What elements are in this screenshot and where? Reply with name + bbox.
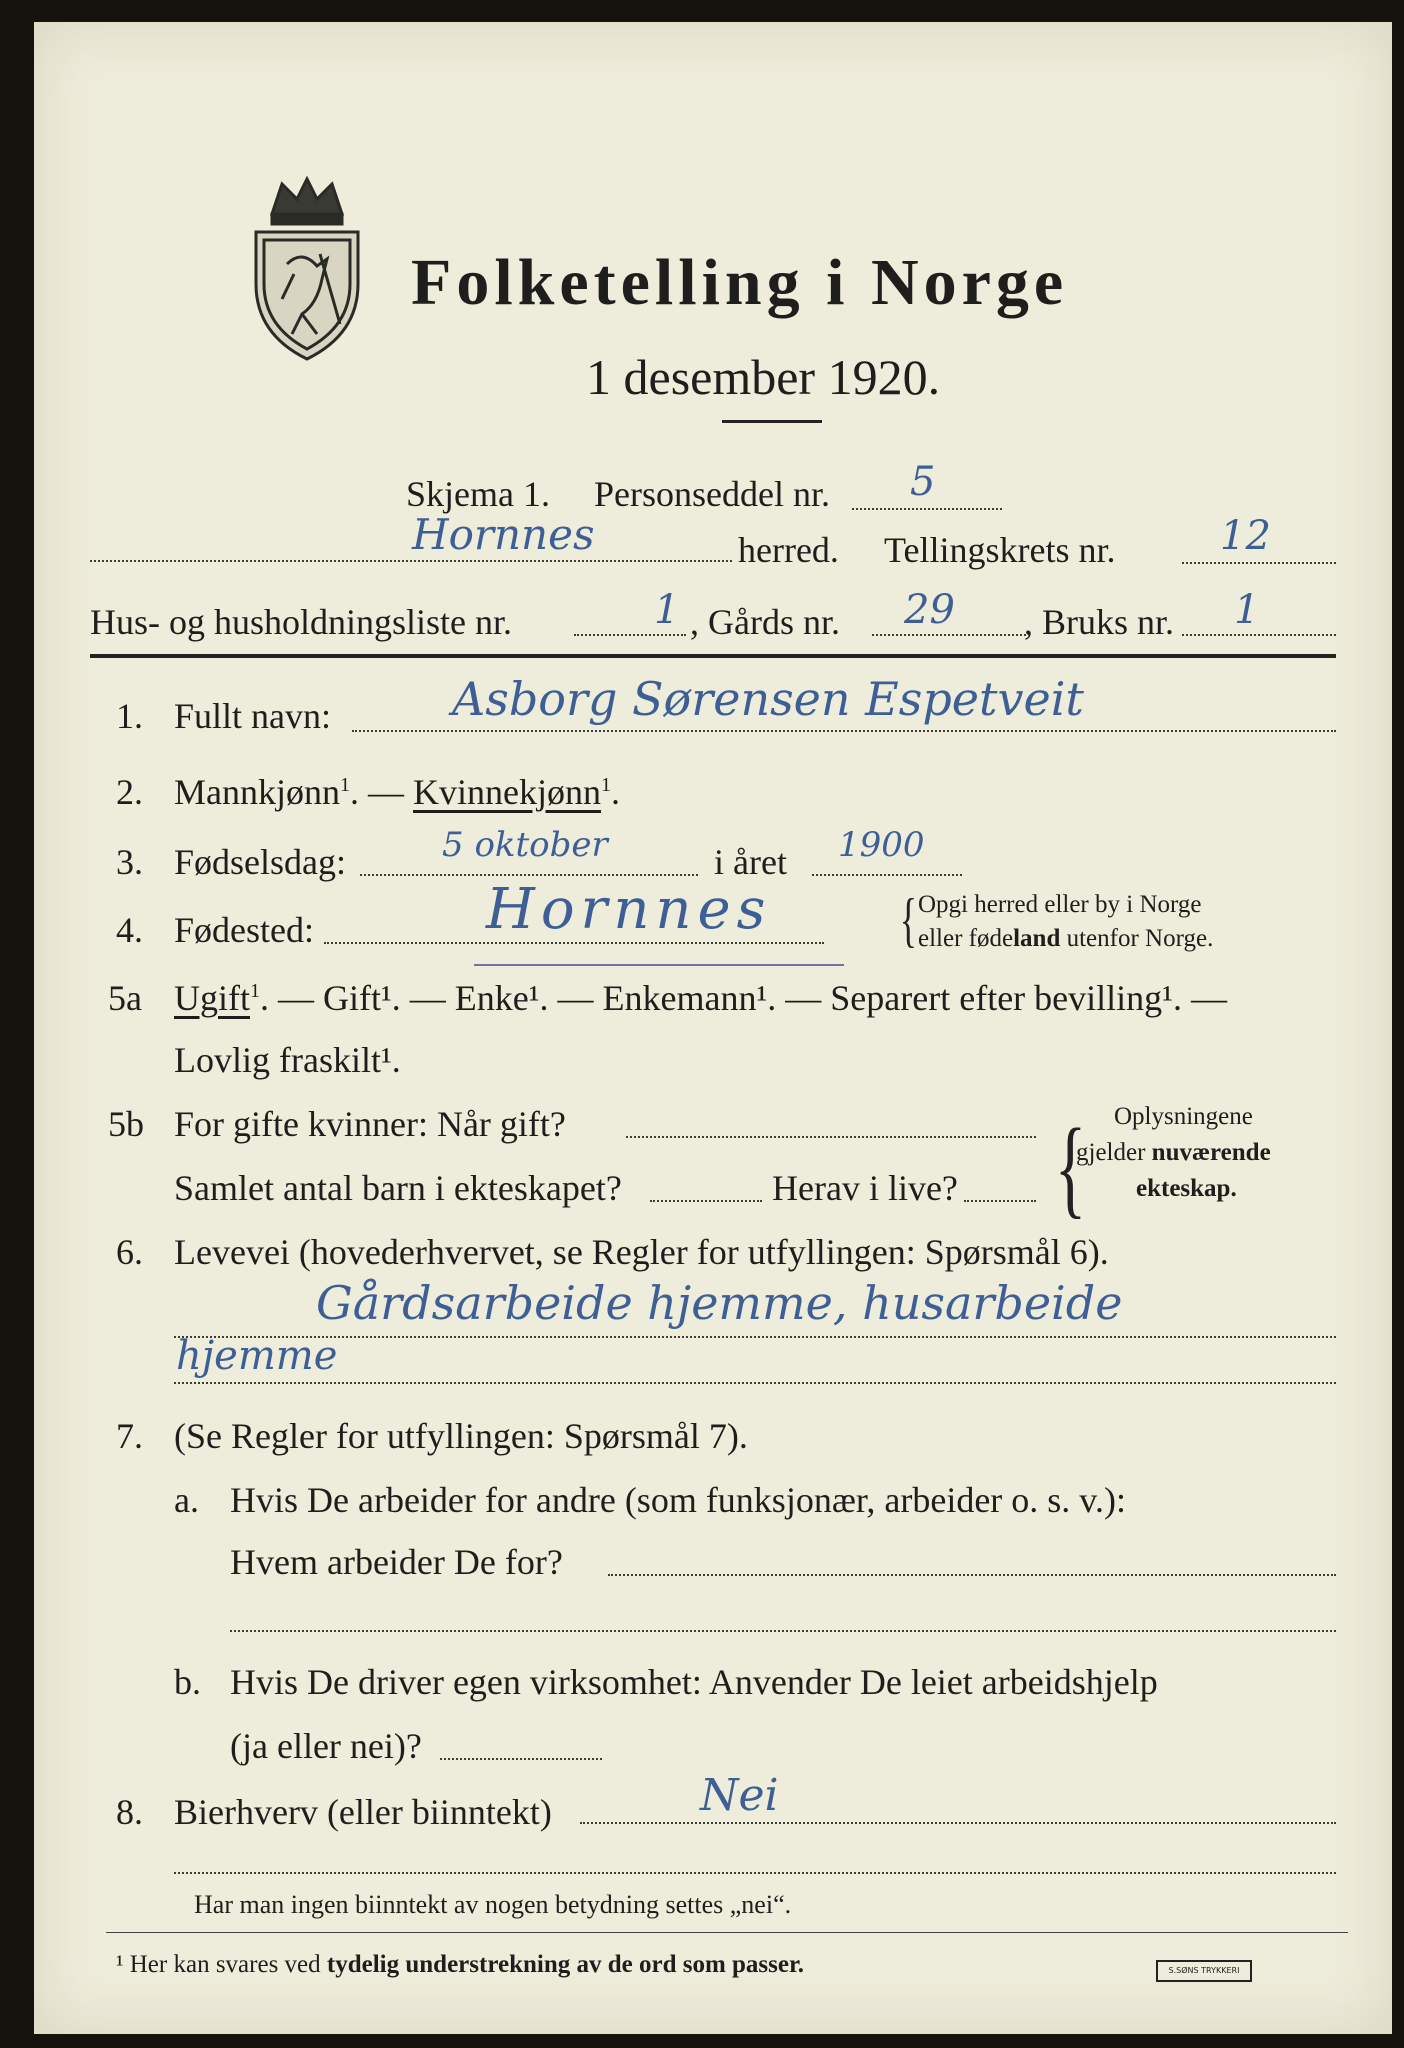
q3-number: 3.: [116, 842, 143, 882]
q4-value: Hornnes: [486, 877, 772, 942]
q8-label: Bierhverv (eller biinntekt): [174, 1792, 552, 1832]
q5a-options: [174, 980, 1227, 1016]
q7a-number: a.: [174, 1480, 199, 1520]
q7b-label: Hvis De driver egen virksomhet: Anvender De leiet arbeidshjelp: [230, 1662, 1158, 1702]
q4-note-1: Opgi herred eller by i Norge: [918, 891, 1202, 918]
q6-line-2: [174, 1382, 1336, 1384]
q5b-line2-b: Herav i live?: [772, 1168, 958, 1208]
herred-label: herred.: [738, 530, 839, 570]
q3-value: 5 oktober: [442, 825, 608, 865]
q4-note-2b: land: [1013, 925, 1061, 952]
q2-number: 2.: [116, 772, 143, 812]
herred-value: Hornnes: [412, 510, 595, 559]
q8-value: Nei: [700, 1770, 779, 1821]
q5b-line: [626, 1136, 1036, 1138]
q2-male[interactable]: Mannkjønn: [174, 772, 340, 812]
q7b-number: b.: [174, 1662, 201, 1702]
q6-value-2: hjemme: [176, 1333, 338, 1379]
tellingskrets-line: [1182, 562, 1336, 564]
q3-label: Fødselsdag:: [174, 842, 347, 882]
q8-note: Har man ingen biinntekt av nogen betydning settes „nei“.: [194, 1890, 792, 1919]
q8-number: 8.: [116, 1792, 143, 1832]
q5b-brace: {: [1054, 1106, 1087, 1228]
q5b-children-line: [650, 1200, 762, 1202]
q7a-line2: Hvem arbeider De for?: [230, 1542, 563, 1582]
gards-label: , Gårds nr.: [690, 602, 840, 642]
q6-number: 6.: [116, 1232, 143, 1272]
q3-year-label: i året: [714, 842, 787, 882]
q4-line: [324, 942, 824, 944]
title-divider: [722, 420, 822, 423]
q7a-label: Hvis De arbeider for andre (som funksjonær, arbeider o. s. v.):: [230, 1480, 1126, 1520]
q3-year-value: 1900: [838, 825, 925, 865]
q4-label: Fødested:: [174, 910, 314, 950]
gards-value: 29: [904, 587, 955, 633]
q5b-note-3-text: ekteskap.: [1136, 1175, 1237, 1202]
q5b-note-3: [1136, 1172, 1237, 1206]
q5b-note-2: [1076, 1136, 1271, 1170]
husliste-value: 1: [654, 587, 680, 633]
gards-line: [872, 634, 1026, 636]
footer-rule: [106, 1932, 1348, 1933]
q5b-note-2b: nuværende: [1151, 1139, 1271, 1166]
q5a-rest: . — Gift¹. — Enke¹. — Enkemann¹. — Separert efter bevilling¹. —: [260, 978, 1227, 1018]
footnote-text-b: tydelig understrekning av de ord som passer.: [326, 1951, 805, 1978]
q4-brace: {: [899, 887, 918, 953]
header-rule: [90, 654, 1336, 658]
footnote-mark: ¹: [116, 1951, 124, 1978]
q5a-number: 5a: [108, 978, 142, 1018]
q1-label: Fullt navn:: [174, 696, 332, 736]
q2-separator: . —: [350, 772, 413, 812]
q7b-answer-line: [440, 1758, 602, 1760]
tellingskrets-value: 12: [1220, 513, 1271, 559]
printer-stamp: [1156, 1960, 1252, 1982]
footnote: [116, 1948, 804, 1982]
q7b-line2: (ja eller nei)?: [230, 1726, 422, 1766]
q2-female[interactable]: Kvinnekjønn: [413, 772, 601, 812]
q8-line-2: [174, 1872, 1336, 1874]
q5a-line2: Lovlig fraskilt¹.: [174, 1040, 401, 1080]
husliste-label: Hus- og husholdningsliste nr.: [90, 602, 513, 642]
q2-male-footnote: 1: [340, 774, 350, 796]
q5b-number: 5b: [108, 1104, 144, 1144]
q1-number: 1.: [116, 696, 143, 736]
q5b-label: For gifte kvinner: Når gift?: [174, 1104, 566, 1144]
q4-value-underline: [474, 964, 844, 966]
coat-of-arms-emblem: [242, 174, 372, 364]
bruks-label: , Bruks nr.: [1024, 602, 1175, 642]
q2-options: [174, 774, 620, 810]
q5a-ugift[interactable]: Ugift: [174, 978, 250, 1018]
schema-label: Skjema 1.: [406, 474, 550, 514]
q5b-line2-a: Samlet antal barn i ekteskapet?: [174, 1168, 622, 1208]
tellingskrets-label: Tellingskrets nr.: [884, 530, 1116, 570]
q3-line: [360, 874, 698, 876]
q2-end: .: [610, 772, 620, 812]
q5b-note-1: Oplysningene: [1114, 1103, 1253, 1130]
footnote-text-a: Her kan svares ved: [129, 1951, 327, 1978]
herred-line: [90, 560, 732, 562]
q4-note-2: [918, 922, 1213, 956]
personseddel-label: Personseddel nr.: [594, 474, 830, 514]
bruks-line: [1182, 634, 1336, 636]
q4-number: 4.: [116, 910, 143, 950]
q7-number: 7.: [116, 1416, 143, 1456]
q5a-ugift-footnote: 1: [250, 980, 260, 1002]
personseddel-line: [852, 508, 1002, 510]
q7a-answer-line-2: [230, 1630, 1336, 1632]
bruks-value: 1: [1234, 587, 1260, 633]
q6-label: Levevei (hovederhvervet, se Regler for utfyllingen: Spørsmål 6).: [174, 1232, 1109, 1272]
census-date: 1 desember 1920.: [586, 349, 941, 405]
q1-line: [352, 730, 1336, 732]
census-form-page: [34, 22, 1392, 2034]
q1-value: Asborg Sørensen Espetveit: [452, 672, 1084, 726]
husliste-line: [574, 634, 686, 636]
q5b-note-2a: gjelder: [1076, 1139, 1152, 1166]
q4-note-2a: eller føde: [918, 925, 1014, 952]
q5b-alive-line: [964, 1200, 1036, 1202]
q2-female-footnote: 1: [600, 774, 611, 796]
q6-value-1: Gårdsarbeide hjemme, husarbeide: [316, 1276, 1123, 1330]
printer-stamp-text: S.SØNS TRYKKERI: [1168, 1966, 1240, 1975]
q8-line-1: [580, 1822, 1336, 1824]
q7a-answer-line-1: [608, 1574, 1336, 1576]
q7-label: (Se Regler for utfyllingen: Spørsmål 7).: [174, 1416, 748, 1456]
form-title: Folketelling i Norge: [411, 246, 1069, 319]
personseddel-value: 5: [910, 459, 936, 505]
q4-note-2c: utenfor Norge.: [1060, 925, 1214, 952]
q3-year-line: [812, 874, 962, 876]
q6-line-1: [174, 1336, 1336, 1338]
